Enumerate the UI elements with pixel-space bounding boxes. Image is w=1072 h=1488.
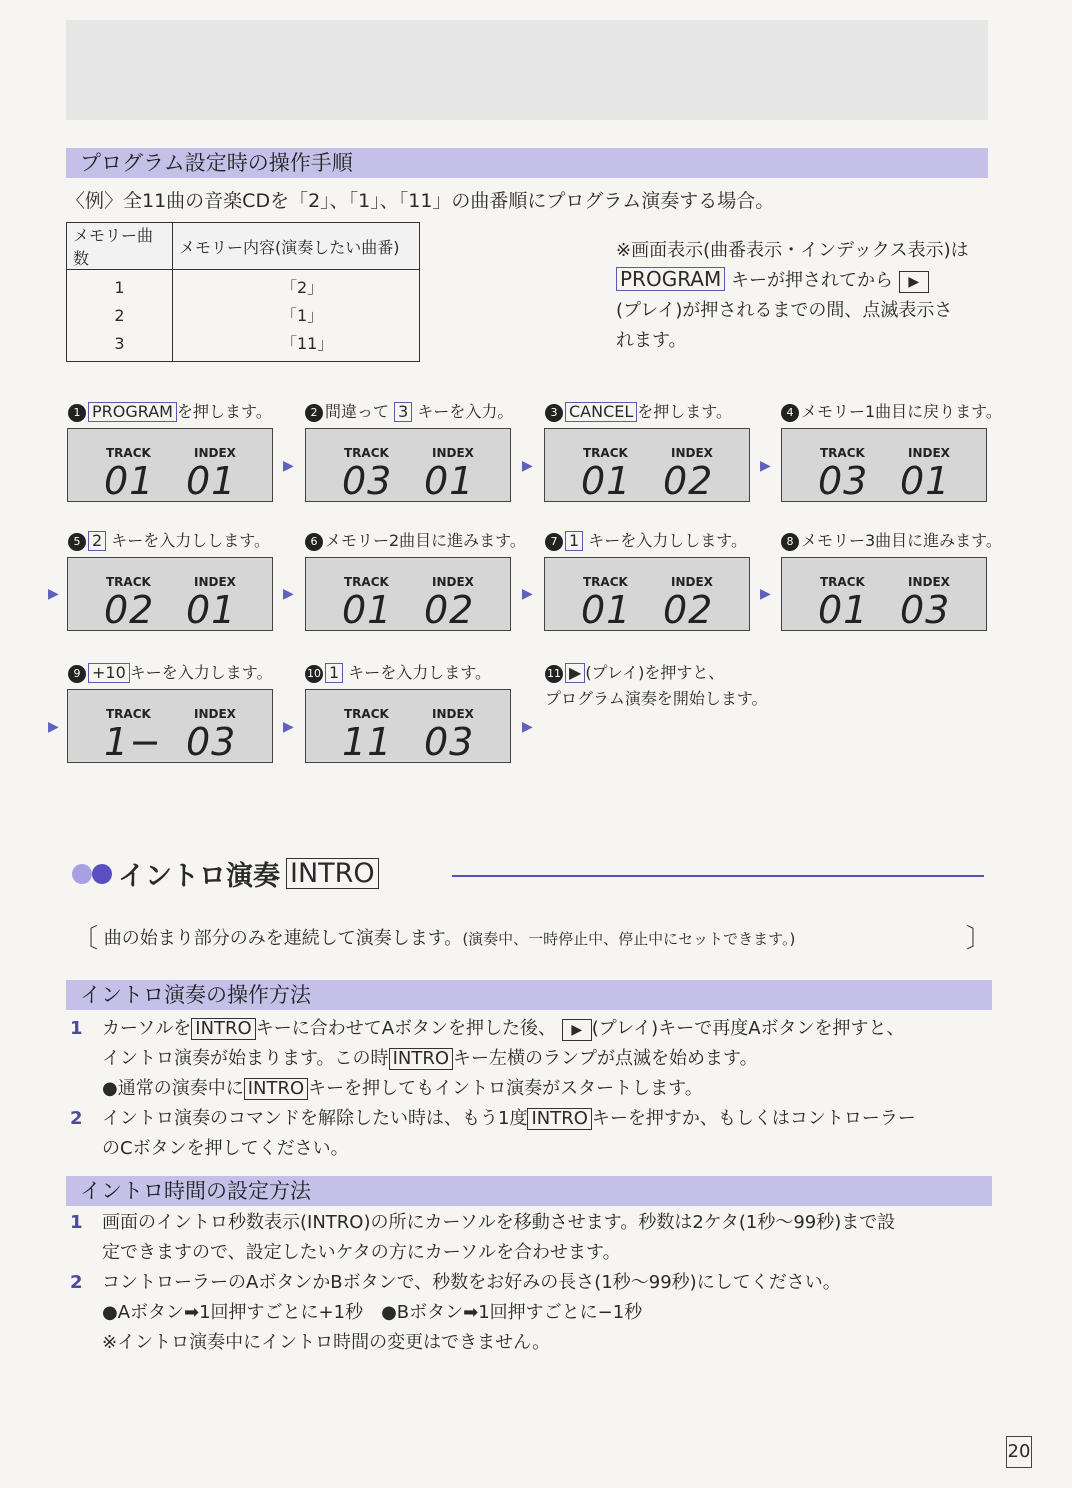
number-key: 3: [394, 402, 412, 422]
page-number: 20: [1006, 1436, 1032, 1468]
table-cell: 「2」: [281, 278, 324, 297]
play-icon: ▶: [899, 271, 929, 293]
intro-time-steps: 1 画面のイントロ秒数表示(INTRO)の所にカーソルを移動させます。秒数は2ケタ(1秒〜99秒)まで設 定できますので、設定したいケタの方にカーソルを合わせます。 2 コントローラーのAボタンかBボタンで、秒数をお好みの長さ(1秒〜99秒)にしてください。 ●Aボタン➡1回押すごとに+1秒 ●Bボタン➡1回押すごとに−1秒 ※イントロ演奏中にイントロ時間の変更はできません。: [70, 1212, 896, 1353]
display-note: ※画面表示(曲番表示・インデックス表示)は PROGRAM キーが押されてから ▶ (プレイ)が押されるまでの間、点滅表示さ れます。: [616, 240, 969, 351]
arrow-right-icon: ▶: [522, 586, 533, 602]
table-cell: 1: [114, 278, 125, 297]
lcd-display: TRACK INDEX 01 03: [781, 557, 987, 631]
lcd-display: TRACK INDEX 01 01: [67, 428, 273, 502]
memory-count-cell: [67, 270, 173, 362]
table-cell: 「11」: [281, 334, 334, 353]
arrow-right-icon: ▶: [283, 586, 294, 602]
arrow-right-icon: ▶: [760, 586, 771, 602]
memory-content-cell: [173, 270, 420, 362]
arrow-right-icon: ▶: [48, 586, 59, 602]
number-key: 1: [565, 531, 583, 551]
number-key: 2: [88, 531, 106, 551]
step-3-label: 3 CANCEL を押します。: [545, 399, 732, 422]
step-6-label: 6 メモリー2曲目に進みます。: [305, 528, 526, 551]
table-cell: 2: [114, 306, 125, 325]
step-4-label: 4 メモリー1曲目に戻ります。: [781, 399, 1002, 422]
intro-key: INTRO: [191, 1018, 255, 1040]
program-key: PROGRAM: [88, 402, 177, 422]
arrow-right-icon: ▶: [283, 458, 294, 474]
intro-key: INTRO: [286, 858, 379, 890]
program-heading: プログラム設定時の操作手順: [66, 148, 988, 178]
step-2-label: 2 間違って 3 キーを入力。: [305, 399, 513, 422]
lcd-display: TRACK INDEX 11 03: [305, 689, 511, 763]
program-key: PROGRAM: [616, 267, 725, 291]
intro-title: イントロ演奏 INTRO: [72, 854, 379, 893]
step-8-label: 8 メモリー3曲目に進みます。: [781, 528, 1002, 551]
bullet-dot-icon: [92, 864, 112, 884]
lcd-display: TRACK INDEX 01 02: [544, 557, 750, 631]
intro-key: INTRO: [244, 1078, 308, 1100]
intro-operation-heading: イントロ演奏の操作方法: [66, 980, 992, 1010]
intro-description: 〔 曲の始まり部分のみを連続して演奏します。(演奏中、一時停止中、停止中にセットできます。) 〕: [72, 924, 992, 954]
step-5-label: 5 2 キーを入力しします。: [68, 528, 270, 551]
arrow-right-icon: ▶: [48, 719, 59, 735]
step-1-label: 1 PROGRAM を押します。: [68, 399, 272, 422]
number-key: 1: [325, 663, 343, 683]
title-rule: [452, 875, 984, 877]
arrow-right-icon: ▶: [283, 719, 294, 735]
top-gray-band: [66, 20, 988, 120]
intro-operation-steps: 1 カーソルを INTRO キーに合わせてAボタンを押した後、 ▶ (プレイ)キーで再度Aボタンを押すと、 イントロ演奏が始まります。この時 INTRO キー左横のランプが点滅を始めます。 ●通常の演奏中に INTRO キーを押してもイントロ演奏がスタートします。 2 イントロ演奏のコマンドを解除したい時は、もう1度 INTRO キーを押すか、もしくはコントローラー のCボタンを押してください。: [70, 1018, 916, 1159]
play-icon: ▶: [562, 1019, 592, 1041]
arrow-right-icon: ▶: [760, 458, 771, 474]
table-header: メモリー曲数: [67, 223, 173, 270]
lcd-display: TRACK INDEX 01 02: [544, 428, 750, 502]
lcd-display: TRACK INDEX 03 01: [305, 428, 511, 502]
arrow-right-icon: ▶: [522, 719, 533, 735]
step-10-label: 10 1 キーを入力します。: [307, 663, 492, 682]
lcd-display: TRACK INDEX 02 01: [67, 557, 273, 631]
intro-key: INTRO: [527, 1108, 591, 1130]
lcd-display: TRACK INDEX 1− 03: [67, 689, 273, 763]
step-11-label: 11 ▶ (プレイ)を押すと、 プログラム演奏を開始します。: [545, 663, 768, 708]
table-cell: 「1」: [281, 306, 324, 325]
step-9-label: 9 +10 キーを入力します。: [68, 660, 273, 683]
step-7-label: 7 1 キーを入力しします。: [545, 528, 747, 551]
bullet-dot-icon: [72, 864, 92, 884]
cancel-key: CANCEL: [565, 402, 637, 422]
intro-key: INTRO: [389, 1048, 453, 1070]
play-key: ▶: [565, 663, 585, 683]
intro-time-heading: イントロ時間の設定方法: [66, 1176, 992, 1206]
table-header: メモリー内容(演奏したい曲番): [173, 223, 420, 270]
table-cell: 3: [114, 334, 125, 353]
program-example: 〈例〉全11曲の音楽CDを「2」、「1」、「11」の曲番順にプログラム演奏する場合。: [66, 190, 775, 212]
lcd-display: TRACK INDEX 01 02: [305, 557, 511, 631]
memory-table: [66, 222, 420, 362]
plus10-key: +10: [88, 663, 130, 683]
lcd-display: TRACK INDEX 03 01: [781, 428, 987, 502]
arrow-right-icon: ▶: [522, 458, 533, 474]
